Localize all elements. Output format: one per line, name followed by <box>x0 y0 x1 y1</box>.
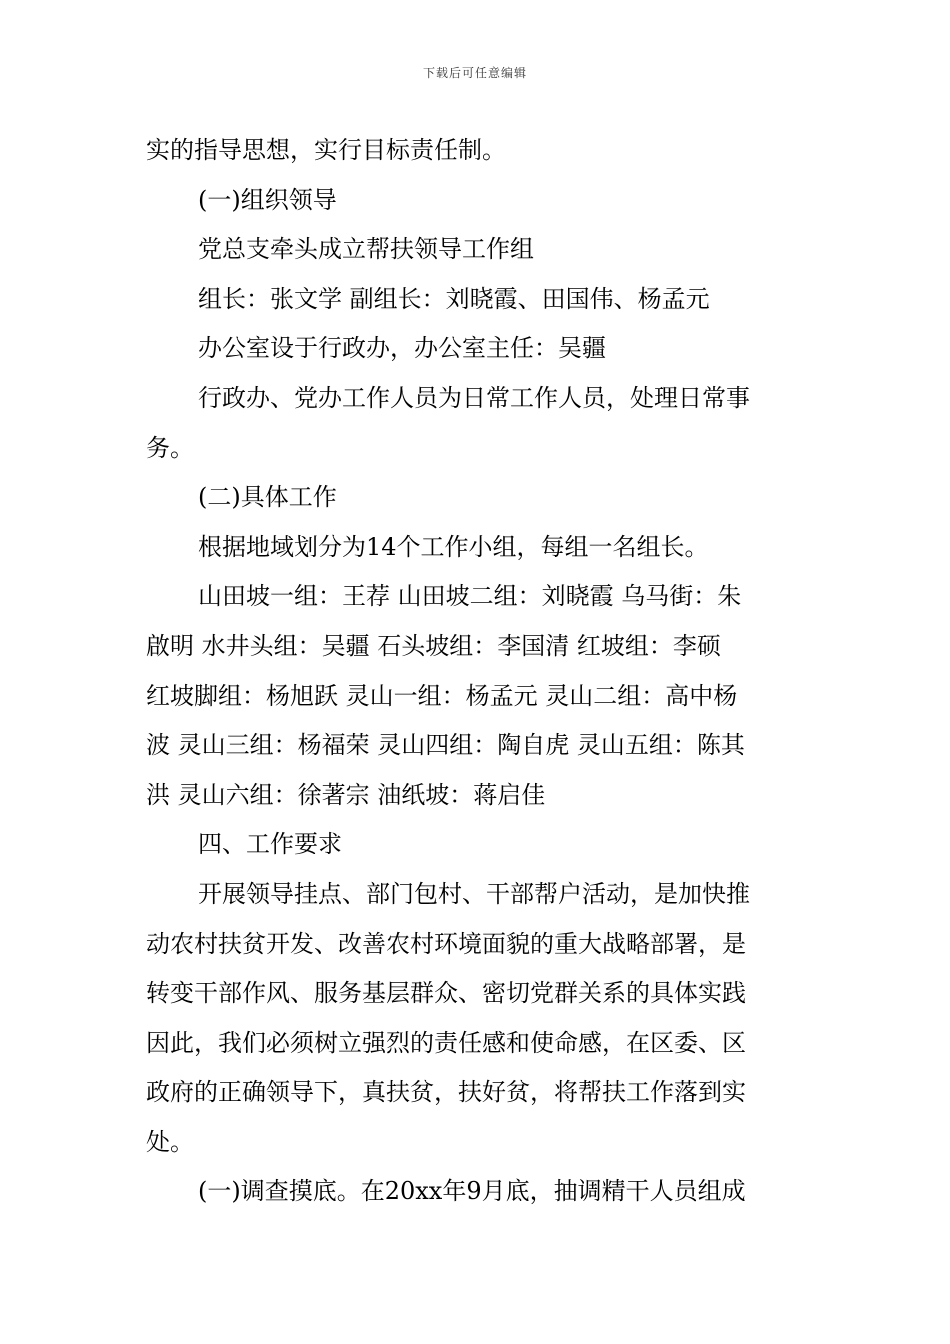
paragraph-line: 务。 <box>146 433 194 462</box>
paragraph-line: 波 灵山三组：杨福荣 灵山四组：陶自虎 灵山五组：陈其 <box>146 731 745 760</box>
document-body <box>146 126 806 1217</box>
paragraph-line: 组长：张文学 副组长：刘晓霞、田国伟、杨孟元 <box>198 284 710 313</box>
paragraph-line: 处。 <box>146 1127 194 1156</box>
paragraph-line: 办公室设于行政办，办公室主任：吴疆 <box>198 334 606 363</box>
page-header: 下载后可任意编辑 <box>422 66 527 80</box>
paragraph-line: 洪 灵山六组：徐著宗 油纸坡：蒋启佳 <box>146 780 546 809</box>
paragraph-line: 政府的正确领导下，真扶贫，扶好贫，将帮扶工作落到实 <box>146 1078 746 1107</box>
paragraph-line: 红坡脚组：杨旭跃 灵山一组：杨孟元 灵山二组：高中杨 <box>146 681 738 710</box>
section-heading: (二)具体工作 <box>198 483 337 512</box>
section-heading: (一)组织领导 <box>198 185 337 214</box>
paragraph-line: (一)调查摸底。在20xx年9月底，抽调精干人员组成 <box>198 1177 746 1206</box>
paragraph-line: 因此，我们必须树立强烈的责任感和使命感，在区委、区 <box>146 1028 746 1057</box>
paragraph-line: 山田坡一组：王荐 山田坡二组：刘晓霞 乌马街：朱 <box>198 582 742 611</box>
paragraph-line: 动农村扶贫开发、改善农村环境面貌的重大战略部署，是 <box>146 929 746 958</box>
paragraph-line: 啟明 水井头组：吴疆 石头坡组：李国清 红坡组：李硕 <box>146 631 721 660</box>
paragraph-line: 开展领导挂点、部门包村、干部帮户活动，是加快推 <box>198 879 750 908</box>
paragraph-line: 行政办、党办工作人员为日常工作人员，处理日常事 <box>198 383 750 412</box>
section-heading: 四、工作要求 <box>198 830 342 859</box>
paragraph-line: 根据地域划分为14个工作小组，每组一名组长。 <box>198 532 709 561</box>
paragraph-line: 转变干部作风、服务基层群众、密切党群关系的具体实践 <box>146 979 746 1008</box>
paragraph-line: 实的指导思想，实行目标责任制。 <box>146 136 506 164</box>
paragraph-line: 党总支牵头成立帮扶领导工作组 <box>198 235 534 264</box>
